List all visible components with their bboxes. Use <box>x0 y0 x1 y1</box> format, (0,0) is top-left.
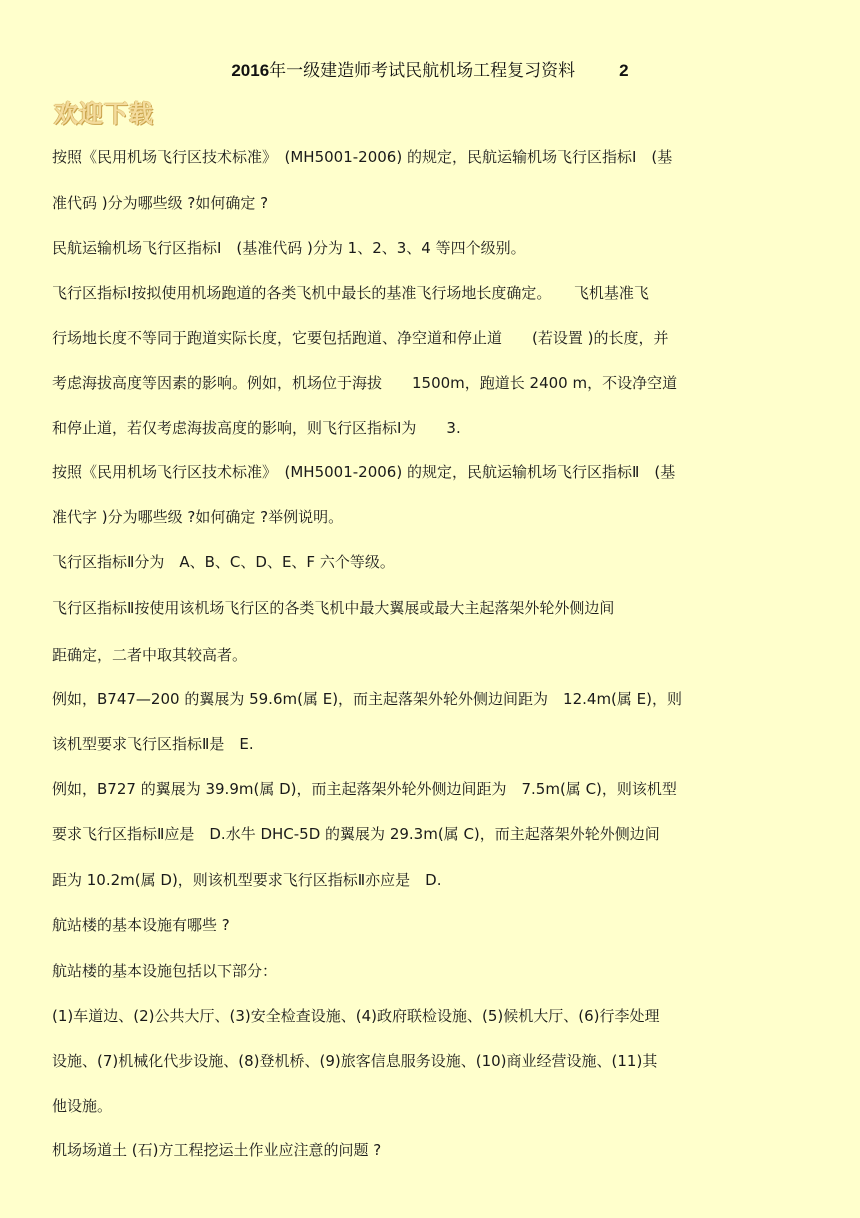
text-line: 该机型要求飞行区指标Ⅱ是 E. <box>52 735 254 753</box>
text-line: 航站楼的基本设施包括以下部分： <box>52 962 278 980</box>
text-line: 准代码 )分为哪些级 ?如何确定 ? <box>52 194 269 212</box>
text-line: 民航运输机场飞行区指标Ⅰ (基准代码 )分为 1、2、3、4 等四个级别。 <box>52 239 526 257</box>
text-line: 按照《民用机场飞行区技术标准》 (MH5001-2006) 的规定，民航运输机场飞行区指标Ⅱ (基 <box>52 463 676 481</box>
text-line: 航站楼的基本设施有哪些 ? <box>52 916 230 934</box>
text-line: 行场地长度不等同于跑道实际长度，它要包括跑道、净空道和停止道 (若设置 )的长度，并 <box>52 329 669 347</box>
title-year: 2016 <box>231 61 270 80</box>
document-title <box>0 56 860 81</box>
text-line: 飞行区指标Ⅰ按拟使用机场跑道的各类飞机中最长的基准飞行场地长度确定。 飞机基准飞 <box>52 284 649 302</box>
text-line: 例如，B727 的翼展为 39.9m(属 D)，而主起落架外轮外侧边间距为 7.5m(属 C)，则该机型 <box>52 780 677 798</box>
text-line: 设施、(7)机械化代步设施、(8)登机桥、(9)旅客信息服务设施、(10)商业经营设施、(11)其 <box>52 1052 658 1070</box>
text-line: 按照《民用机场飞行区技术标准》 (MH5001-2006) 的规定，民航运输机场飞行区指标Ⅰ (基 <box>52 148 673 166</box>
text-line: 考虑海拔高度等因素的影响。例如，机场位于海拔 1500m，跑道长 2400 m，不设净空道 <box>52 374 678 392</box>
text-line: 距确定，二者中取其较高者。 <box>52 646 248 664</box>
text-line: 机场场道土 (石)方工程挖运土作业应注意的问题 ? <box>52 1141 382 1159</box>
text-line: (1)车道边、(2)公共大厅、(3)安全检查设施、(4)政府联检设施、(5)候机大厅、(6)行李处理 <box>52 1007 660 1025</box>
text-line: 和停止道，若仅考虑海拔高度的影响，则飞行区指标Ⅰ为 3. <box>52 419 461 437</box>
text-line: 例如，B747—200 的翼展为 59.6m(属 E)，而主起落架外轮外侧边间距为 12.4m(属 E)，则 <box>52 690 683 708</box>
welcome-download-watermark: 欢迎下载 <box>54 100 154 128</box>
text-line: 准代字 )分为哪些级 ?如何确定 ?举例说明。 <box>52 508 344 526</box>
text-line: 距为 10.2m(属 D)，则该机型要求飞行区指标Ⅱ亦应是 D. <box>52 871 442 889</box>
title-text: 年一级建造师考试民航机场工程复习资料 <box>269 61 576 81</box>
title-number: 2 <box>619 61 629 80</box>
text-line: 飞行区指标Ⅱ分为 A、B、C、D、E、F 六个等级。 <box>52 553 395 571</box>
text-line: 要求飞行区指标Ⅱ应是 D.水牛 DHC-5D 的翼展为 29.3m(属 C)，而主起落架外轮外侧边间 <box>52 825 660 843</box>
text-line: 他设施。 <box>52 1097 113 1115</box>
text-line: 飞行区指标Ⅱ按使用该机场飞行区的各类飞机中最大翼展或最大主起落架外轮外侧边间 <box>52 599 615 617</box>
